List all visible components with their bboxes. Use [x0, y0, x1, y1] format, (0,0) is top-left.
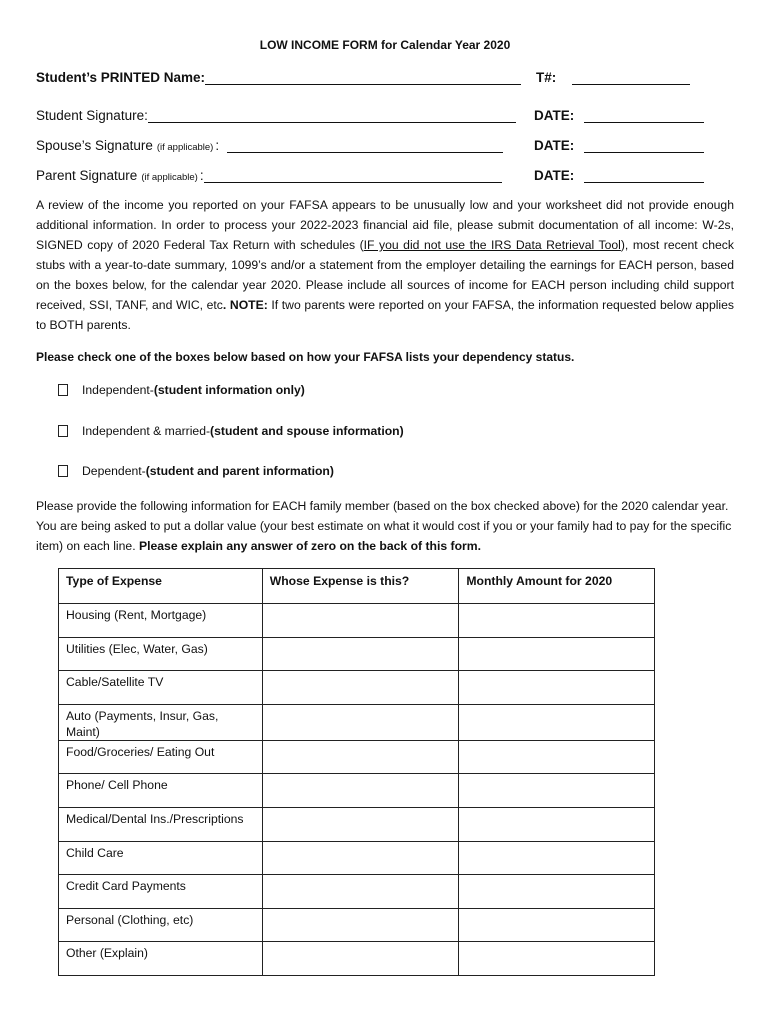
intro-underlined: IF you did not use the IRS Data Retrieval Tool [363, 238, 621, 252]
instructions-text: Please provide the following information for EACH family member (based on the box checked above) for the 2020 calendar year. You are being asked to put a dollar value (your best estimate on what it would cost if you or your family had to pay for the specific item) on each line. [36, 499, 732, 553]
parent-signature-field[interactable] [204, 168, 502, 183]
expense-type-cell: Personal (Clothing, etc) [59, 908, 263, 942]
t-number-row [536, 70, 690, 85]
intro-note-label: . NOTE: [222, 298, 268, 312]
spouse-signature-label: Spouse’s Signature [36, 138, 153, 153]
intro-paragraph [36, 195, 734, 335]
whose-expense-cell[interactable] [262, 807, 459, 841]
option-detail: (student and parent information) [145, 464, 334, 478]
option-dependent [58, 464, 334, 478]
student-signature-row [36, 108, 516, 123]
monthly-amount-cell[interactable] [459, 704, 655, 740]
whose-expense-cell[interactable] [262, 774, 459, 808]
whose-expense-cell[interactable] [262, 875, 459, 909]
spouse-signature-field[interactable] [227, 138, 503, 153]
expense-type-cell: Auto (Payments, Insur, Gas, Maint) [59, 704, 263, 740]
monthly-amount-cell[interactable] [459, 875, 655, 909]
whose-expense-cell[interactable] [262, 942, 459, 976]
table-row [59, 875, 655, 909]
whose-expense-cell[interactable] [262, 604, 459, 638]
dependent-checkbox[interactable] [58, 465, 68, 477]
student-date-label: DATE: [534, 108, 575, 123]
table-row [59, 942, 655, 976]
student-name-field[interactable] [205, 70, 521, 85]
student-date-row [534, 108, 704, 123]
monthly-amount-cell[interactable] [459, 671, 655, 705]
table-row [59, 637, 655, 671]
expense-type-cell: Cable/Satellite TV [59, 671, 263, 705]
header-type-of-expense: Type of Expense [59, 569, 263, 604]
option-label: Independent & married- [82, 424, 211, 438]
instructions-paragraph [36, 496, 734, 556]
spouse-signature-row [36, 138, 503, 153]
expense-type-cell: Credit Card Payments [59, 875, 263, 909]
header-monthly-amount: Monthly Amount for 2020 [459, 569, 655, 604]
expense-type-cell: Medical/Dental Ins./Prescriptions [59, 807, 263, 841]
monthly-amount-cell[interactable] [459, 774, 655, 808]
option-detail: (student and spouse information) [210, 424, 404, 438]
parent-signature-row [36, 168, 502, 183]
expense-type-cell: Other (Explain) [59, 942, 263, 976]
expense-type-cell: Phone/ Cell Phone [59, 774, 263, 808]
parent-date-field[interactable] [584, 168, 704, 183]
expense-type-cell: Food/Groceries/ Eating Out [59, 740, 263, 774]
option-label: Independent- [82, 383, 154, 397]
table-row [59, 671, 655, 705]
independent-checkbox[interactable] [58, 384, 68, 396]
intro-text-2: ), most recent check stubs with a year-to-date summary, 1099’s and/or a statement from the employer detailing the earnings for EACH person, based on the boxes below, for the calendar year 2020. Please include all sources of income for EACH person including child support received, SSI, TANF, and WIC, etc [36, 238, 734, 312]
spouse-date-row [534, 138, 704, 153]
whose-expense-cell[interactable] [262, 704, 459, 740]
whose-expense-cell[interactable] [262, 908, 459, 942]
whose-expense-cell[interactable] [262, 841, 459, 875]
student-signature-label: Student Signature: [36, 108, 148, 123]
form-title: LOW INCOME FORM for Calendar Year 2020 [259, 38, 511, 52]
whose-expense-cell[interactable] [262, 671, 459, 705]
student-date-field[interactable] [584, 108, 704, 123]
parent-colon: : [199, 168, 204, 183]
monthly-amount-cell[interactable] [459, 841, 655, 875]
student-name-label: Student’s PRINTED Name: [36, 70, 206, 85]
monthly-amount-cell[interactable] [459, 807, 655, 841]
option-detail: (student information only) [153, 383, 305, 397]
parent-date-label: DATE: [534, 168, 575, 183]
independent-married-checkbox[interactable] [58, 425, 68, 437]
header-whose-expense: Whose Expense is this? [262, 569, 459, 604]
table-row [59, 774, 655, 808]
table-row [59, 908, 655, 942]
student-name-row [36, 70, 521, 85]
option-independent [58, 383, 305, 397]
spouse-date-label: DATE: [534, 138, 575, 153]
expense-type-cell: Housing (Rent, Mortgage) [59, 604, 263, 638]
option-independent-married [58, 424, 404, 438]
instructions-bold: Please explain any answer of zero on the back of this form. [138, 539, 482, 553]
parent-if-applicable: (if applicable) [141, 172, 198, 183]
spouse-date-field[interactable] [584, 138, 704, 153]
monthly-amount-cell[interactable] [459, 942, 655, 976]
spouse-if-applicable: (if applicable) [156, 142, 214, 153]
monthly-amount-cell[interactable] [459, 740, 655, 774]
intro-text-1: A review of the income you reported on your FAFSA appears to be unusually low and your worksheet did not provide enough additional information. In order to process your 2022-2023 financial aid file, please submit documentation of all income: W-2s, SIGNED copy of 2020 Federal Tax Return with schedules ( [36, 198, 734, 252]
student-signature-field[interactable] [148, 108, 516, 123]
table-row [59, 807, 655, 841]
dependency-heading: Please check one of the boxes below based on how your FAFSA lists your dependency status. [36, 350, 575, 364]
table-row [59, 704, 655, 740]
expense-table [58, 568, 655, 976]
spouse-colon: : [215, 138, 220, 153]
expense-type-cell: Child Care [59, 841, 263, 875]
table-row [59, 740, 655, 774]
expense-type-cell: Utilities (Elec, Water, Gas) [59, 637, 263, 671]
t-number-field[interactable] [572, 70, 690, 85]
intro-text-3: If two parents were reported on your FAFSA, the information requested below applies to BOTH parents. [36, 298, 735, 332]
table-row [59, 841, 655, 875]
whose-expense-cell[interactable] [262, 637, 459, 671]
monthly-amount-cell[interactable] [459, 908, 655, 942]
table-header-row [59, 569, 655, 604]
monthly-amount-cell[interactable] [459, 604, 655, 638]
parent-signature-label: Parent Signature [36, 168, 138, 183]
parent-date-row [534, 168, 704, 183]
table-row [59, 604, 655, 638]
monthly-amount-cell[interactable] [459, 637, 655, 671]
option-label: Dependent- [82, 464, 146, 478]
t-number-label: T#: [536, 70, 557, 85]
whose-expense-cell[interactable] [262, 740, 459, 774]
